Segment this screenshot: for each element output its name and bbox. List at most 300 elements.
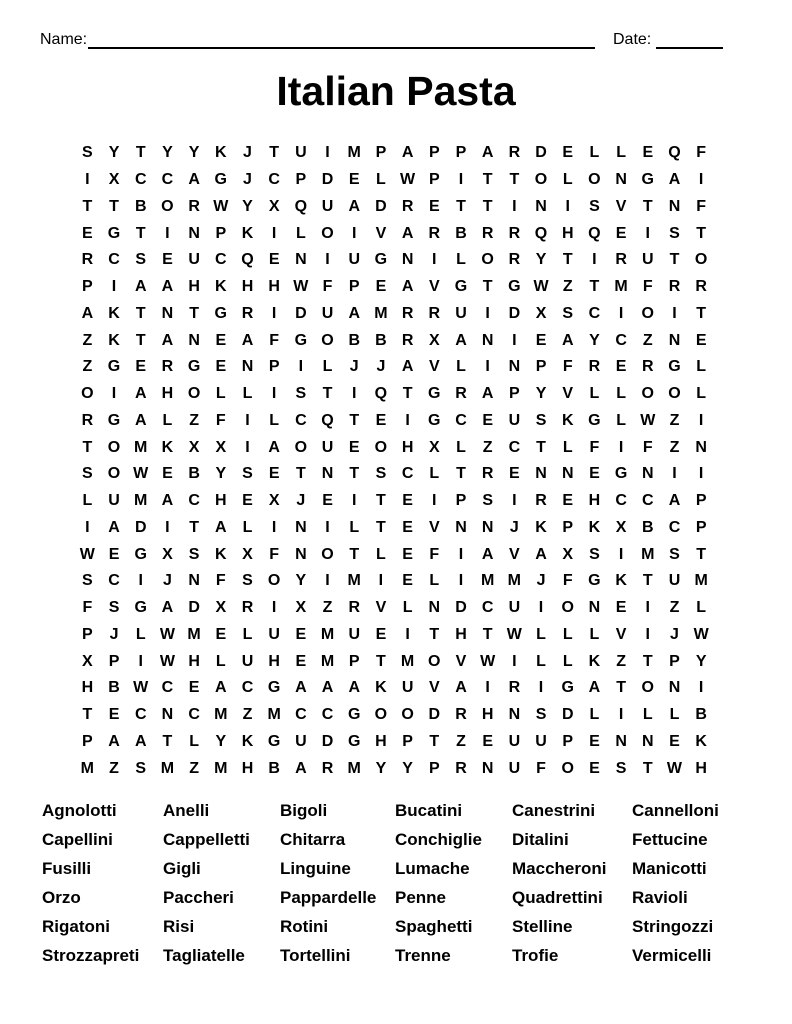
grid-letter: O [641, 304, 654, 322]
grid-letter: E [642, 144, 654, 162]
grid-letter: G [454, 278, 468, 296]
grid-letter: I [485, 304, 490, 322]
grid-letter: D [321, 171, 334, 189]
grid-letter: N [295, 251, 307, 269]
grid-letter: L [536, 652, 546, 670]
grid-letter: C [134, 706, 147, 724]
word-list-item: Manicotti [632, 859, 707, 878]
grid-letter: X [242, 545, 253, 563]
grid-letter: T [589, 278, 600, 296]
grid-letter: A [241, 331, 254, 349]
grid-letter: L [215, 652, 226, 670]
grid-letter: C [455, 411, 467, 429]
word-list-item: Anelli [163, 801, 210, 820]
grid-letter: O [294, 438, 308, 456]
grid-letter: Y [695, 652, 707, 670]
grid-letter: M [160, 759, 175, 777]
grid-letter: N [508, 706, 521, 724]
grid-letter: A [481, 385, 494, 403]
grid-letter: J [162, 572, 172, 590]
grid-letter: P [562, 518, 574, 536]
grid-letter: E [268, 251, 280, 269]
grid-letter: N [161, 706, 174, 724]
grid-letter: D [188, 599, 200, 617]
grid-letter: N [561, 465, 574, 483]
grid-letter: Z [322, 599, 333, 617]
grid-letter: A [588, 679, 601, 697]
grid-letter: E [348, 438, 360, 456]
grid-letter: R [481, 224, 494, 242]
grid-letter: Q [374, 385, 388, 403]
grid-letter: H [241, 759, 254, 777]
name-label: Name: [40, 31, 88, 48]
grid-letter: G [588, 411, 601, 429]
grid-letter: V [428, 679, 440, 697]
grid-letter: S [589, 197, 600, 215]
grid-letter: L [242, 625, 253, 643]
word-list-item: Gigli [163, 859, 201, 878]
grid-letter: M [214, 706, 228, 724]
word-list-item: Cappelletti [163, 830, 250, 849]
grid-letter: F [429, 545, 440, 563]
grid-letter: X [215, 599, 227, 617]
grid-letter: S [295, 385, 307, 403]
grid-letter: I [592, 251, 597, 269]
grid-letter: A [108, 732, 120, 750]
grid-letter: T [109, 197, 119, 215]
grid-letter: I [271, 518, 277, 536]
grid-letter: M [187, 625, 201, 643]
grid-letter: Q [534, 224, 548, 242]
grid-letter: R [668, 278, 681, 296]
grid-letter: T [135, 304, 146, 322]
grid-letter: Q [668, 144, 681, 162]
grid-letter: G [347, 706, 361, 724]
grid-letter: L [189, 732, 199, 750]
grid-letter: H [215, 492, 227, 510]
grid-letter: S [535, 411, 547, 429]
grid-letter: W [133, 465, 149, 483]
grid-letter: Z [82, 358, 93, 376]
grid-letter: E [108, 706, 120, 724]
grid-letter: T [162, 732, 173, 750]
grid-letter: F [269, 545, 280, 563]
grid-letter: E [589, 759, 600, 777]
grid-letter: K [108, 331, 120, 349]
grid-letter: A [401, 144, 414, 162]
grid-letter: K [108, 304, 120, 322]
grid-letter: L [456, 438, 466, 456]
grid-letter: X [215, 438, 227, 456]
grid-letter: H [561, 224, 574, 242]
grid-letter: I [485, 358, 490, 376]
grid-letter: S [82, 572, 93, 590]
grid-letter: E [82, 224, 93, 242]
grid-letter: G [588, 572, 601, 590]
grid-letter: V [455, 652, 467, 670]
grid-letter: T [696, 545, 707, 563]
grid-letter: T [482, 171, 493, 189]
grid-letter: H [81, 679, 94, 697]
grid-letter: F [696, 144, 707, 162]
word-list-item: Rigatoni [42, 917, 110, 936]
grid-letter: Z [109, 759, 119, 777]
grid-letter: A [108, 518, 120, 536]
grid-letter: I [672, 304, 677, 322]
grid-letter: A [348, 197, 360, 215]
grid-letter: L [589, 144, 600, 162]
grid-letter: G [374, 251, 388, 269]
grid-letter: L [562, 625, 573, 643]
grid-letter: K [215, 144, 227, 162]
grid-letter: E [295, 625, 307, 643]
grid-letter: T [269, 144, 280, 162]
grid-letter: L [162, 411, 173, 429]
grid-letter: I [138, 652, 143, 670]
grid-letter: T [376, 518, 386, 536]
grid-letter: L [642, 706, 653, 724]
grid-letter: P [455, 492, 467, 510]
grid-letter: W [159, 625, 175, 643]
grid-letter: S [562, 304, 574, 322]
grid-letter: R [401, 304, 414, 322]
grid-letter: L [589, 385, 600, 403]
word-list-item: Lumache [395, 859, 470, 878]
grid-letter: K [375, 679, 387, 697]
grid-letter: I [645, 599, 650, 617]
grid-letter: N [188, 331, 200, 349]
grid-letter: E [162, 251, 173, 269]
grid-letter: R [241, 599, 254, 617]
grid-letter: R [241, 304, 254, 322]
grid-letter: G [134, 545, 147, 563]
grid-letter: I [165, 224, 170, 242]
grid-letter: Y [188, 144, 200, 162]
grid-letter: M [80, 759, 94, 777]
grid-letter: C [401, 465, 414, 483]
grid-letter: I [512, 652, 517, 670]
grid-letter: S [535, 706, 547, 724]
grid-letter: M [480, 572, 495, 590]
grid-letter: R [508, 679, 521, 697]
grid-letter: P [428, 171, 440, 189]
grid-letter: Z [456, 732, 466, 750]
grid-letter: I [271, 385, 277, 403]
grid-letter: T [376, 652, 386, 670]
grid-letter: R [508, 251, 521, 269]
grid-letter: F [642, 438, 653, 456]
grid-letter: Y [242, 197, 253, 215]
grid-letter: C [134, 171, 147, 189]
grid-letter: I [298, 358, 304, 376]
grid-letter: E [428, 197, 440, 215]
grid-letter: E [509, 465, 520, 483]
grid-letter: L [589, 706, 600, 724]
grid-letter: E [589, 732, 600, 750]
grid-letter: L [456, 251, 466, 269]
grid-letter: B [108, 679, 120, 697]
grid-letter: S [615, 759, 627, 777]
grid-letter: M [320, 652, 335, 670]
grid-letter: T [696, 224, 707, 242]
grid-letter: R [321, 759, 334, 777]
grid-letter: I [138, 572, 143, 590]
grid-letter: P [108, 652, 120, 670]
grid-letter: N [508, 358, 521, 376]
grid-letter: T [349, 465, 360, 483]
grid-letter: A [188, 171, 200, 189]
grid-letter: J [296, 492, 306, 510]
grid-letter: O [534, 171, 548, 189]
grid-letter: P [509, 385, 520, 403]
grid-letter: F [562, 572, 573, 590]
grid-letter: O [694, 251, 708, 269]
grid-letter: L [269, 411, 280, 429]
word-list-item: Spaghetti [395, 917, 473, 936]
word-list-item: Rotini [280, 917, 329, 936]
grid-letter: J [376, 358, 386, 376]
letter-grid [74, 140, 715, 782]
grid-letter: E [215, 358, 227, 376]
grid-letter: X [562, 545, 574, 563]
grid-letter: V [428, 518, 440, 536]
grid-letter: L [536, 625, 546, 643]
grid-letter: E [162, 465, 173, 483]
grid-letter: Z [616, 652, 626, 670]
word-list-item: Agnolotti [42, 801, 117, 820]
grid-letter: M [134, 492, 148, 510]
grid-letter: U [508, 599, 521, 617]
grid-letter: R [615, 251, 627, 269]
grid-letter: E [215, 331, 227, 349]
grid-letter: E [375, 411, 387, 429]
grid-letter: N [615, 171, 627, 189]
grid-letter: I [111, 385, 117, 403]
grid-letter: R [401, 197, 414, 215]
grid-letter: W [400, 171, 416, 189]
grid-letter: E [402, 518, 413, 536]
grid-letter: K [215, 545, 227, 563]
grid-letter: V [375, 224, 387, 242]
grid-letter: I [405, 411, 410, 429]
grid-letter: K [695, 732, 707, 750]
grid-letter: I [325, 572, 330, 590]
grid-letter: E [295, 652, 307, 670]
grid-letter: A [481, 144, 494, 162]
grid-letter: Z [189, 411, 199, 429]
grid-letter: N [188, 224, 200, 242]
grid-letter: F [589, 438, 600, 456]
grid-letter: R [508, 144, 521, 162]
grid-letter: T [482, 197, 493, 215]
grid-letter: I [512, 197, 517, 215]
grid-letter: T [616, 679, 626, 697]
grid-letter: C [161, 679, 174, 697]
grid-letter: Q [241, 251, 254, 269]
grid-letter: O [187, 385, 201, 403]
grid-letter: L [562, 438, 573, 456]
word-list-item: Ravioli [632, 888, 688, 907]
grid-letter: M [374, 304, 388, 322]
grid-letter: N [481, 759, 494, 777]
grid-letter: V [375, 599, 387, 617]
grid-letter: E [589, 465, 600, 483]
grid-letter: P [669, 652, 680, 670]
word-list-item: Canestrini [512, 801, 596, 820]
grid-letter: W [533, 278, 549, 296]
grid-letter: L [349, 518, 360, 536]
grid-letter: X [82, 652, 93, 670]
grid-letter: L [429, 465, 440, 483]
grid-letter: I [271, 304, 277, 322]
grid-letter: H [401, 438, 414, 456]
grid-letter: G [294, 331, 308, 349]
grid-letter: N [241, 358, 254, 376]
grid-letter: L [456, 358, 466, 376]
grid-letter: P [428, 759, 440, 777]
grid-letter: T [349, 545, 360, 563]
grid-letter: S [188, 545, 200, 563]
grid-letter: A [401, 358, 414, 376]
grid-letter: K [535, 518, 547, 536]
grid-letter: N [161, 304, 174, 322]
grid-letter: K [615, 572, 627, 590]
grid-letter: M [400, 652, 415, 670]
grid-letter: F [82, 599, 93, 617]
grid-letter: V [428, 278, 440, 296]
grid-letter: S [669, 224, 680, 242]
grid-letter: W [293, 278, 309, 296]
grid-letter: T [456, 465, 466, 483]
grid-letter: N [481, 518, 494, 536]
grid-letter: I [378, 572, 384, 590]
grid-letter: Y [375, 759, 387, 777]
grid-letter: F [215, 411, 226, 429]
grid-letter: K [588, 652, 601, 670]
grid-letter: C [588, 304, 601, 322]
grid-letter: S [482, 492, 493, 510]
grid-letter: L [696, 599, 707, 617]
grid-letter: P [82, 625, 93, 643]
grid-letter: R [428, 224, 441, 242]
grid-letter: X [428, 438, 440, 456]
word-list-item: Orzo [42, 888, 81, 907]
grid-letter: N [481, 331, 494, 349]
grid-letter: E [375, 278, 387, 296]
grid-letter: N [535, 465, 547, 483]
grid-letter: C [295, 706, 307, 724]
grid-letter: W [693, 625, 709, 643]
grid-letter: O [107, 438, 121, 456]
grid-letter: L [135, 625, 146, 643]
grid-letter: I [245, 438, 250, 456]
grid-letter: L [322, 358, 333, 376]
grid-letter: U [455, 304, 467, 322]
grid-letter: O [401, 706, 414, 724]
grid-letter: L [242, 518, 253, 536]
grid-letter: U [348, 625, 360, 643]
grid-letter: C [268, 171, 280, 189]
grid-letter: R [401, 331, 414, 349]
word-list-item: Stringozzi [632, 917, 714, 936]
grid-letter: E [695, 331, 707, 349]
word-list-item: Bucatini [395, 801, 463, 820]
grid-letter: R [81, 251, 94, 269]
grid-letter: N [455, 518, 467, 536]
grid-letter: X [162, 545, 173, 563]
grid-letter: R [428, 304, 441, 322]
grid-letter: C [508, 438, 521, 456]
grid-letter: G [428, 411, 441, 429]
grid-letter: C [615, 331, 627, 349]
word-list-item: Bigoli [280, 801, 328, 820]
grid-letter: B [268, 759, 280, 777]
grid-letter: N [188, 572, 200, 590]
grid-letter: T [482, 278, 493, 296]
grid-letter: Z [482, 438, 493, 456]
grid-letter: W [480, 652, 496, 670]
grid-letter: U [508, 759, 521, 777]
grid-letter: M [694, 572, 708, 590]
grid-letter: S [108, 599, 120, 617]
grid-letter: E [322, 492, 333, 510]
grid-letter: Z [642, 331, 653, 349]
grid-letter: W [159, 652, 175, 670]
grid-letter: G [347, 732, 361, 750]
grid-letter: X [535, 304, 547, 322]
grid-letter: O [321, 331, 334, 349]
grid-letter: P [428, 144, 440, 162]
grid-letter: I [538, 679, 544, 697]
grid-letter: G [134, 599, 147, 617]
grid-letter: T [509, 171, 520, 189]
grid-letter: Y [535, 251, 547, 269]
grid-letter: Y [535, 385, 547, 403]
grid-letter: R [455, 706, 467, 724]
grid-letter: S [135, 759, 147, 777]
grid-letter: E [535, 331, 547, 349]
grid-letter: E [375, 625, 387, 643]
word-list-item: Linguine [280, 859, 351, 878]
grid-letter: D [455, 599, 467, 617]
grid-letter: L [589, 625, 600, 643]
grid-letter: F [562, 358, 573, 376]
grid-letter: T [189, 304, 199, 322]
grid-letter: C [188, 706, 200, 724]
grid-letter: S [589, 545, 600, 563]
grid-letter: C [188, 492, 200, 510]
grid-letter: I [458, 572, 464, 590]
grid-letter: G [187, 358, 201, 376]
grid-letter: Q [321, 411, 334, 429]
grid-letter: I [618, 706, 624, 724]
grid-letter: O [161, 197, 174, 215]
grid-letter: A [321, 679, 334, 697]
grid-letter: A [401, 224, 414, 242]
grid-letter: D [295, 304, 307, 322]
grid-letter: E [402, 572, 413, 590]
grid-letter: N [401, 251, 414, 269]
grid-letter: A [134, 411, 147, 429]
grid-letter: L [295, 224, 306, 242]
grid-letter: R [481, 465, 494, 483]
grid-letter: M [134, 438, 148, 456]
word-list-item: Quadrettini [512, 888, 603, 907]
grid-letter: Z [562, 278, 573, 296]
grid-letter: E [348, 171, 360, 189]
grid-letter: T [82, 197, 93, 215]
grid-letter: B [134, 197, 147, 215]
